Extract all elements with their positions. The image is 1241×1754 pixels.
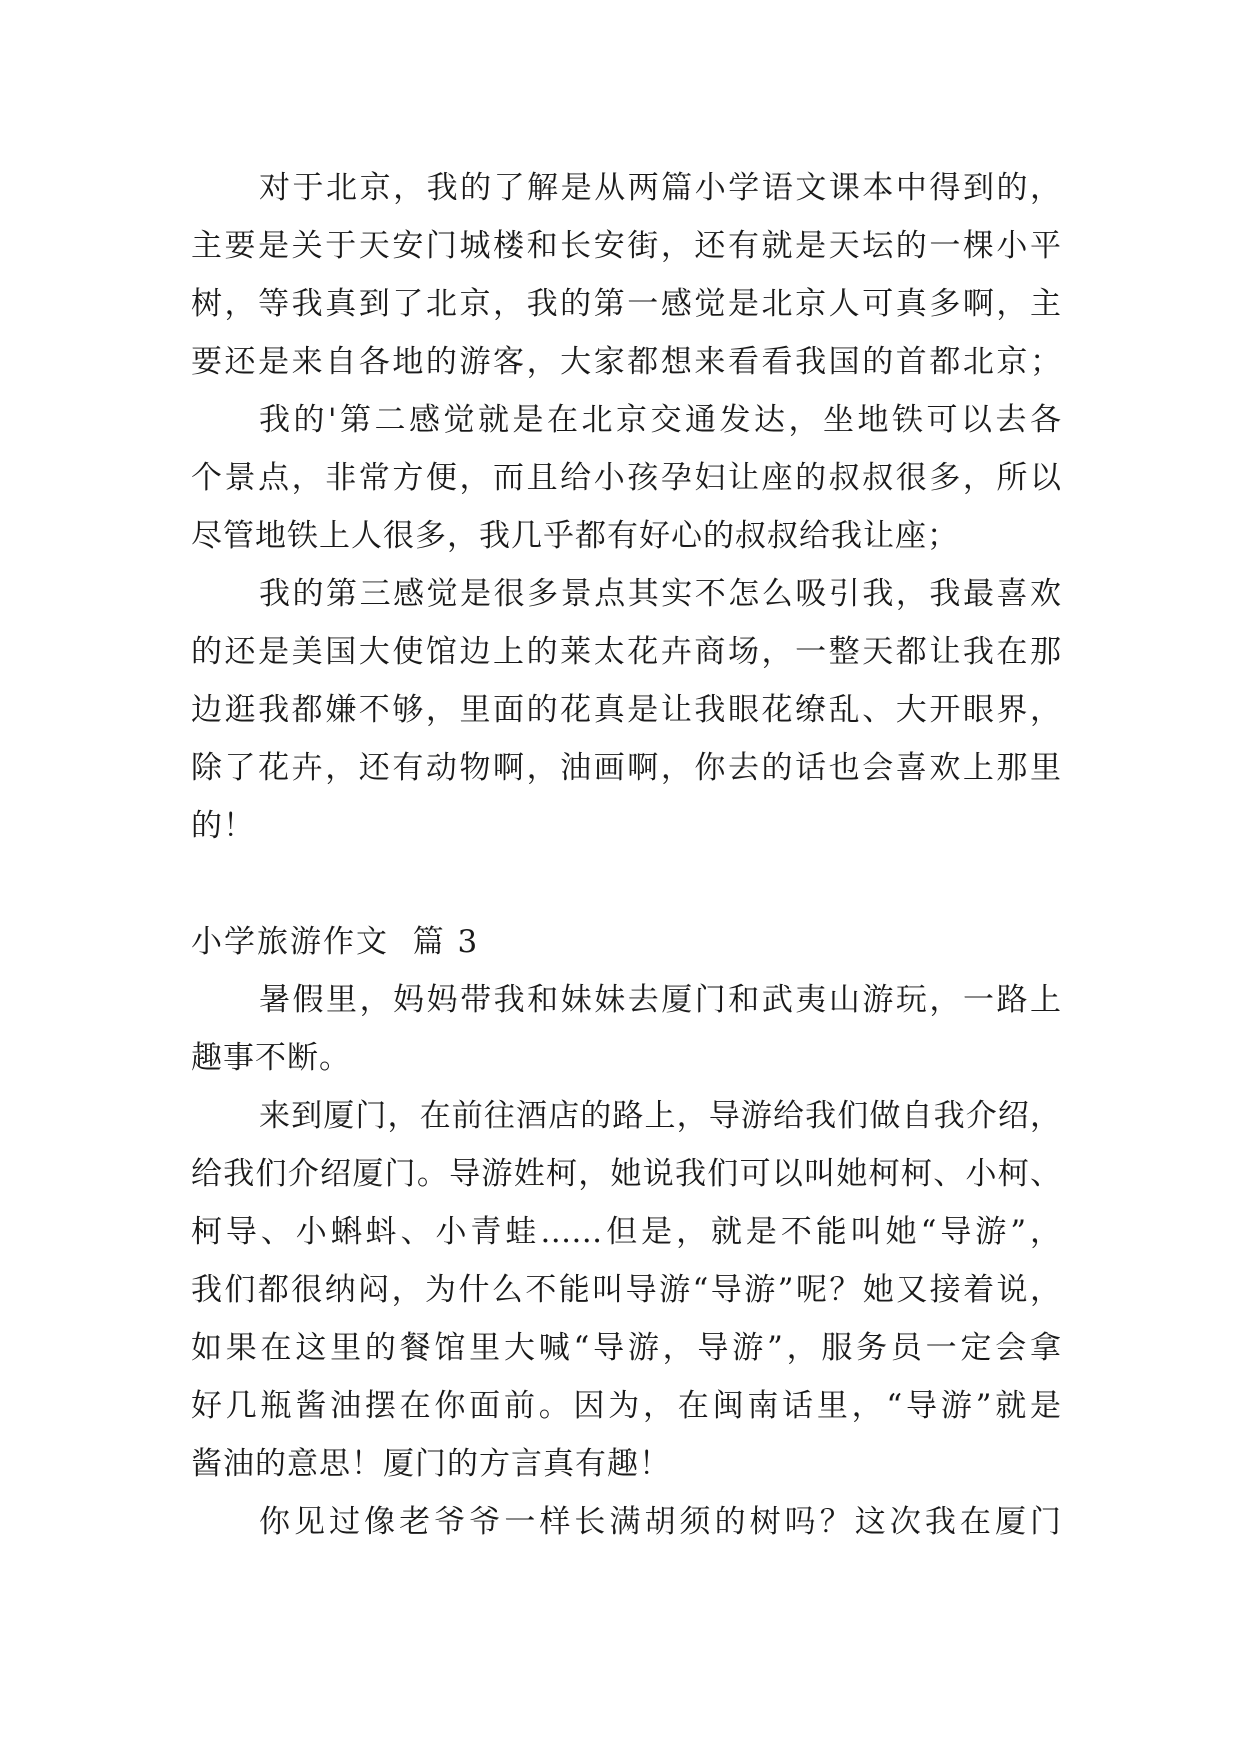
paragraph-4-line-2: 趣事不断。 [191,1040,351,1076]
paragraph-6-line-1: 你见过像老爷爷一样长满胡须的树吗？这次我在厦门 [259,1504,1061,1540]
paragraph-5-line-2: 给我们介绍厦门。导游姓柯，她说我们可以叫她柯柯、小柯、 [191,1156,1061,1192]
section-heading: 小学旅游作文 篇 3 [191,924,480,960]
paragraph-2-line-3: 尽管地铁上人很多，我几乎都有好心的叔叔给我让座； [191,518,959,554]
paragraph-1-line-3: 树，等我真到了北京，我的第一感觉是北京人可真多啊，主 [191,286,1061,322]
paragraph-3-line-1: 我的第三感觉是很多景点其实不怎么吸引我，我最喜欢 [259,576,1061,612]
paragraph-5-line-5: 如果在这里的餐馆里大喊“导游，导游”，服务员一定会拿 [191,1330,1061,1366]
paragraph-2-line-2: 个景点，非常方便，而且给小孩孕妇让座的叔叔很多，所以 [191,460,1061,496]
paragraph-5-line-4: 我们都很纳闷，为什么不能叫导游“导游”呢？她又接着说， [191,1272,1061,1308]
paragraph-4-line-1: 暑假里，妈妈带我和妹妹去厦门和武夷山游玩，一路上 [259,982,1061,1018]
paragraph-3-line-2: 的还是美国大使馆边上的莱太花卉商场，一整天都让我在那 [191,634,1061,670]
paragraph-1-line-1: 对于北京，我的了解是从两篇小学语文课本中得到的， [259,170,1061,206]
paragraph-5-line-1: 来到厦门，在前往酒店的路上，导游给我们做自我介绍， [259,1098,1061,1134]
paragraph-5-line-7: 酱油的意思！厦门的方言真有趣！ [191,1446,671,1482]
paragraph-1-line-2: 主要是关于天安门城楼和长安街，还有就是天坛的一棵小平 [191,228,1061,264]
paragraph-3-line-5: 的！ [191,808,255,844]
paragraph-2-line-1: 我的'第二感觉就是在北京交通发达，坐地铁可以去各 [259,402,1061,438]
paragraph-3-line-3: 边逛我都嫌不够，里面的花真是让我眼花缭乱、大开眼界， [191,692,1061,728]
paragraph-5-line-6: 好几瓶酱油摆在你面前。因为，在闽南话里，“导游”就是 [191,1388,1061,1424]
paragraph-1-line-4: 要还是来自各地的游客，大家都想来看看我国的首都北京； [191,344,1061,380]
paragraph-5-line-3: 柯导、小蝌蚪、小青蛙……但是，就是不能叫她“导游”， [191,1214,1061,1250]
paragraph-3-line-4: 除了花卉，还有动物啊，油画啊，你去的话也会喜欢上那里 [191,750,1061,786]
